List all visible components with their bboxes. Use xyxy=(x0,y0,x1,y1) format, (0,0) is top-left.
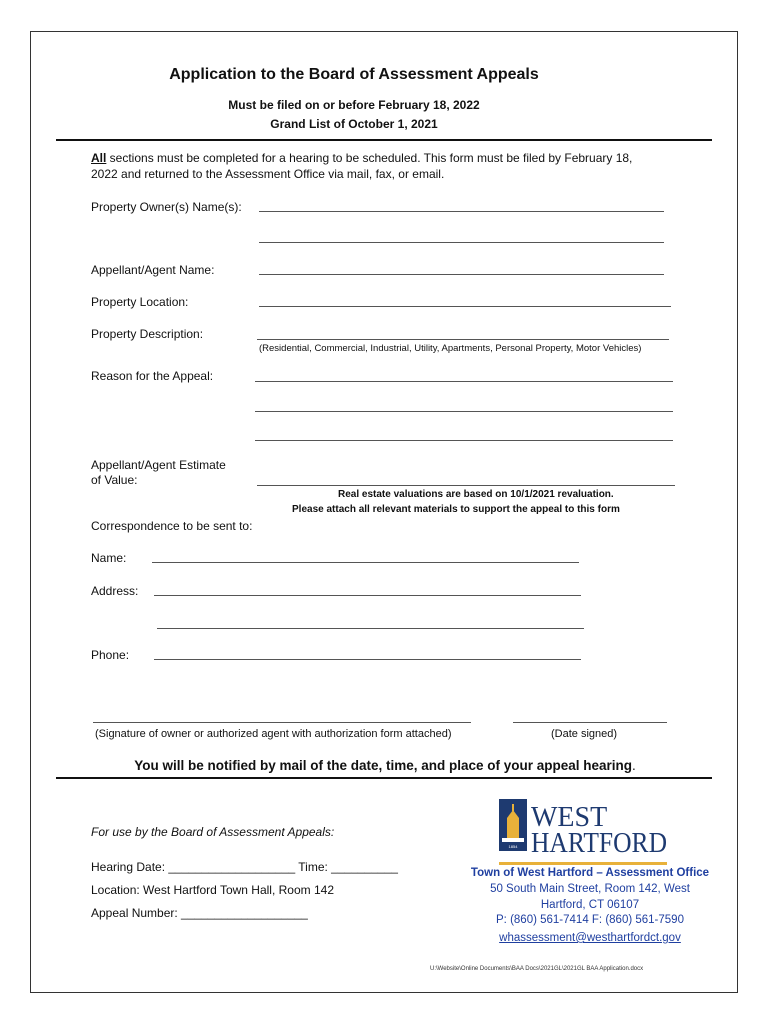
office-name: Town of West Hartford – Assessment Office xyxy=(470,867,710,879)
signature-field[interactable] xyxy=(93,722,471,723)
intro-line-1: All sections must be completed for a hearing to be scheduled. This form must be filed by February 18, xyxy=(91,151,633,165)
owner-name-field-2[interactable] xyxy=(259,242,664,243)
attach-note: Please attach all relevant materials to support the appeal to this form xyxy=(292,504,620,515)
grand-list: Grand List of October 1, 2021 xyxy=(270,117,438,131)
address-field-1[interactable] xyxy=(154,595,581,596)
west-hartford-logo xyxy=(498,798,668,868)
town-hall-seal-icon xyxy=(498,798,668,868)
reason-field-2[interactable] xyxy=(255,411,673,412)
office-address-2: Hartford, CT 06107 xyxy=(540,899,640,911)
document-path: U:\Website\Online Documents\BAA Docs\2021GL\2021GL BAA Application.docx xyxy=(430,966,644,972)
estimate-label-1: Appellant/Agent Estimate xyxy=(91,458,226,472)
svg-text:1854: 1854 xyxy=(508,844,518,849)
filing-deadline: Must be filed on or before February 18, 2022 xyxy=(228,98,480,112)
svg-text:HARTFORD: HARTFORD xyxy=(531,828,667,859)
reason-field-1[interactable] xyxy=(255,381,673,382)
signature-caption: (Signature of owner or authorized agent with authorization form attached) xyxy=(95,728,452,740)
valuation-note: Real estate valuations are based on 10/1/2021 revaluation. xyxy=(338,489,614,500)
agent-label: Appellant/Agent Name: xyxy=(91,263,215,277)
office-phones: P: (860) 561-7414 F: (860) 561-7590 xyxy=(496,914,684,926)
correspondence-heading: Correspondence to be sent to: xyxy=(91,519,253,533)
location-field[interactable] xyxy=(259,306,671,307)
notice-divider xyxy=(56,777,712,779)
owner-label: Property Owner(s) Name(s): xyxy=(91,200,242,214)
reason-label: Reason for the Appeal: xyxy=(91,369,214,383)
hearing-date: Hearing Date: ___________________ Time: __________ xyxy=(91,860,398,874)
svg-text:WEST: WEST xyxy=(531,802,608,833)
address-field-2[interactable] xyxy=(157,628,584,629)
phone-field[interactable] xyxy=(154,659,581,660)
date-caption: (Date signed) xyxy=(551,728,618,740)
estimate-field[interactable] xyxy=(257,485,675,486)
correspondence-name-field[interactable] xyxy=(152,562,579,563)
estimate-label-2: of Value: xyxy=(91,473,138,487)
name-label: Name: xyxy=(91,551,127,565)
agent-name-field[interactable] xyxy=(259,274,664,275)
intro-line-2: 2022 and returned to the Assessment Office via mail, fax, or email. xyxy=(91,167,445,181)
description-label: Property Description: xyxy=(91,327,204,341)
address-label: Address: xyxy=(91,584,139,598)
description-hint: (Residential, Commercial, Industrial, Utility, Apartments, Personal Property, Motor Vehicles) xyxy=(259,343,642,354)
location-label: Property Location: xyxy=(91,295,189,309)
page-title: Application to the Board of Assessment Appeals xyxy=(169,66,539,83)
owner-name-field[interactable] xyxy=(259,211,664,212)
notification-notice: You will be notified by mail of the date, time, and place of your appeal hearing. xyxy=(134,758,636,773)
date-signed-field[interactable] xyxy=(513,722,667,723)
reason-field-3[interactable] xyxy=(255,440,673,441)
description-field[interactable] xyxy=(257,339,669,340)
hearing-location: Location: West Hartford Town Hall, Room 142 xyxy=(91,883,335,897)
board-heading: For use by the Board of Assessment Appeals: xyxy=(91,825,335,839)
phone-label: Phone: xyxy=(91,648,130,662)
office-address-1: 50 South Main Street, Room 142, West xyxy=(490,883,690,895)
header-divider xyxy=(56,139,712,141)
appeal-number: Appeal Number: ___________________ xyxy=(91,906,308,920)
office-email-link[interactable]: whassessment@westhartfordct.gov xyxy=(499,932,681,944)
